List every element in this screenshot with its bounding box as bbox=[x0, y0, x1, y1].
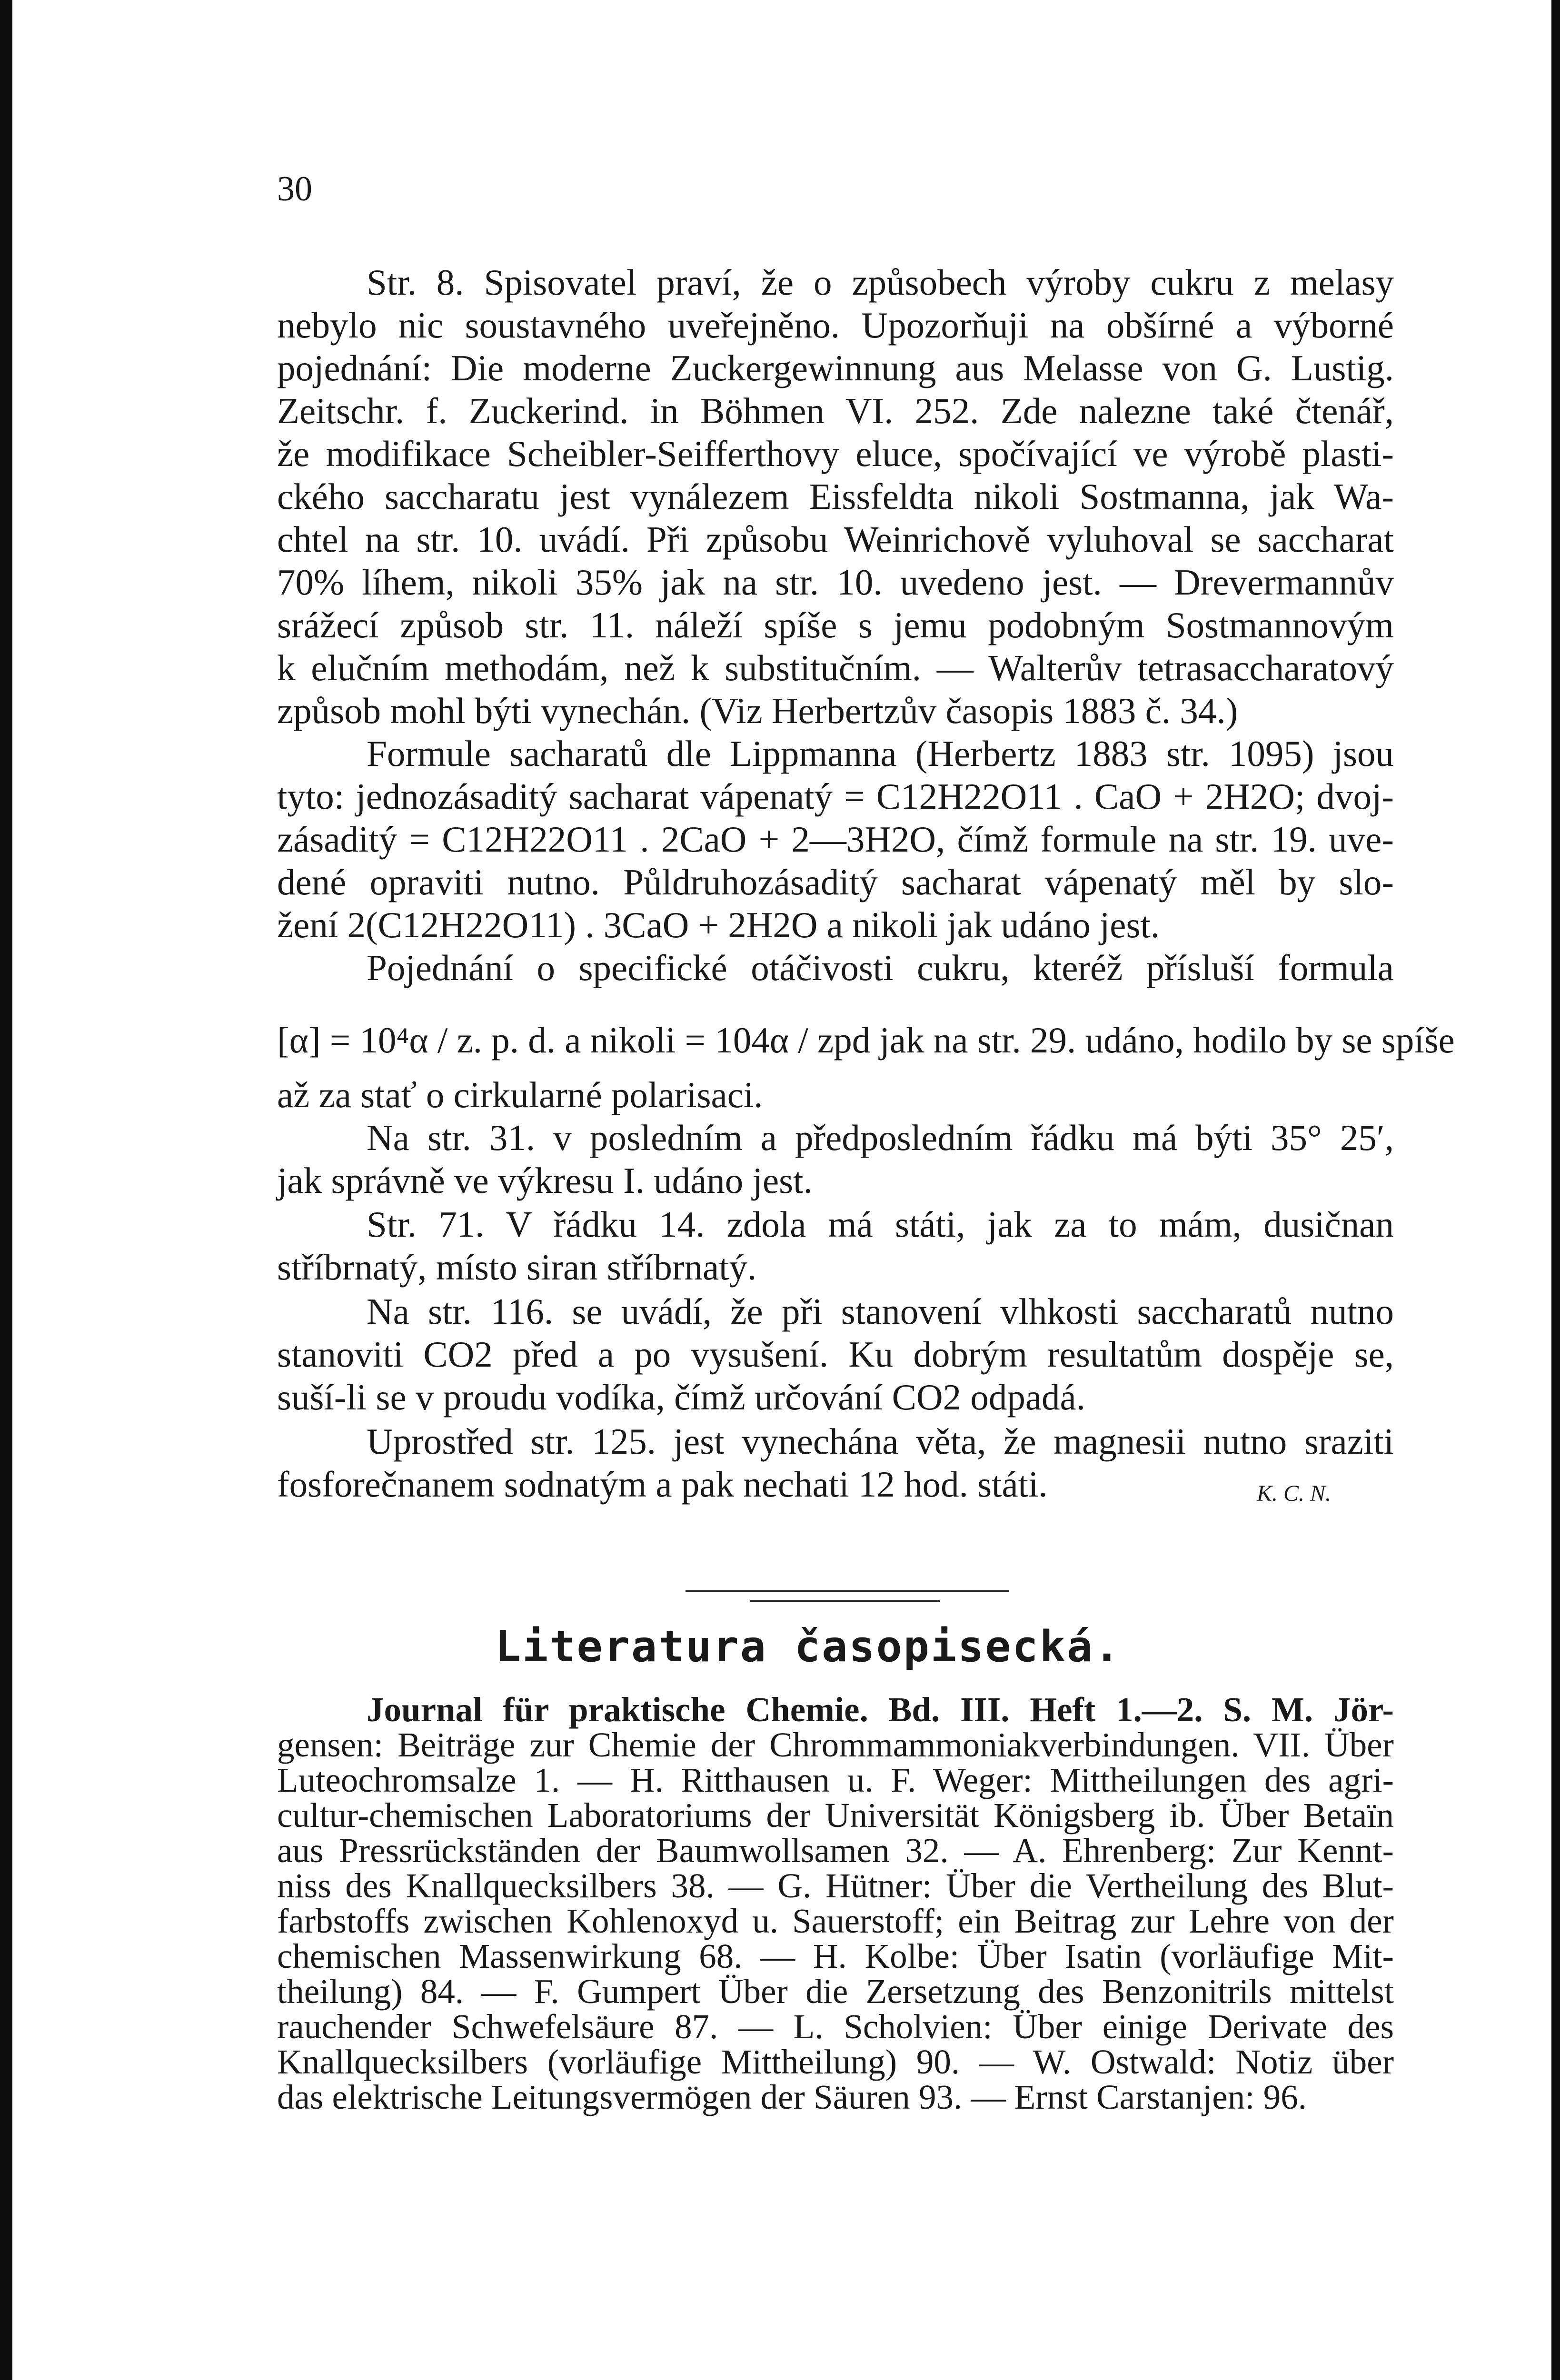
text-line: Zeitschr. f. Zuckerind. in Böhmen VI. 252. Zde nalezne také čtenář, bbox=[277, 390, 1394, 431]
text-line: Str. 71. V řádku 14. zdola má státi, jak za to mám, dusičnan bbox=[367, 1204, 1394, 1245]
text-line: tyto: jednozásaditý sacharat vápenatý = C12H22O11 . CaO + 2H2O; dvoj- bbox=[277, 776, 1394, 817]
section-heading: Literatura časopisecká. bbox=[495, 1622, 1122, 1672]
literature-line: das elektrische Leitungsvermögen der Säuren 93. — Ernst Carstanjen: 96. bbox=[277, 2078, 1307, 2116]
text-line: pojednání: Die moderne Zuckergewinnung aus Melasse von G. Lustig. bbox=[277, 347, 1394, 388]
literature-line: Journal für praktische Chemie. Bd. III. Heft 1.—2. S. M. Jör- bbox=[367, 1690, 1394, 1729]
page-number: 30 bbox=[277, 169, 312, 208]
signature-initials: K. C. N. bbox=[1257, 1481, 1331, 1506]
literature-line: gensen: Beiträge zur Chemie der Chrommammoniakverbindungen. VII. Über bbox=[277, 1726, 1394, 1764]
text-line: že modifikace Scheibler-Seifferthovy eluce, spočívající ve výrobě plasti- bbox=[277, 433, 1394, 474]
text-line: Uprostřed str. 125. jest vynechána věta, že magnesii nutno sraziti bbox=[367, 1421, 1394, 1462]
literature-line: rauchender Schwefelsäure 87. — L. Scholvien: Über einige Derivate des bbox=[277, 2007, 1394, 2046]
literature-line: farbstoffs zwischen Kohlenoxyd u. Sauerstoff; ein Beitrag zur Lehre von der bbox=[277, 1902, 1394, 1940]
text-line: chtel na str. 10. uvádí. Při způsobu Weinrichově vyluhoval se saccharat bbox=[277, 519, 1394, 560]
text-line: [α] = 10⁴α / z. p. d. a nikoli = 104α / zpd jak na str. 29. udáno, hodilo by se spíše bbox=[277, 1020, 1455, 1061]
separator-rule-bottom bbox=[750, 1600, 940, 1602]
text-line: způsob mohl býti vynechán. (Viz Herbertzův časopis 1883 č. 34.) bbox=[277, 690, 1238, 731]
literature-line: aus Pressrückständen der Baumwollsamen 32. — A. Ehrenberg: Zur Kennt- bbox=[277, 1831, 1394, 1870]
text-line: nebylo nic soustavného uveřejněno. Upozorňuji na obšírné a výborné bbox=[277, 305, 1394, 346]
literature-line: cultur-chemischen Laboratoriums der Universität Königsberg ib. Über Betaïn bbox=[277, 1796, 1394, 1835]
text-line: k elučním methodám, než k substitučním. — Walterův tetrasaccharatový bbox=[277, 647, 1394, 688]
text-line: jak správně ve výkresu I. udáno jest. bbox=[277, 1160, 813, 1201]
text-line: 70% líhem, nikoli 35% jak na str. 10. uvedeno jest. — Drevermannův bbox=[277, 562, 1394, 603]
text-line: Na str. 31. v posledním a předposledním řádku má býti 35° 25′, bbox=[367, 1117, 1394, 1158]
text-line: dené opraviti nutno. Půldruhozásaditý sacharat vápenatý měl by slo- bbox=[277, 862, 1394, 902]
text-line: suší-li se v proudu vodíka, čímž určování CO2 odpadá. bbox=[277, 1377, 1085, 1418]
literature-line: theilung) 84. — F. Gumpert Über die Zersetzung des Benzonitrils mittelst bbox=[277, 1972, 1394, 2011]
separator-rule-top bbox=[686, 1590, 1009, 1592]
text-line: Na str. 116. se uvádí, že při stanovení vlhkosti saccharatů nutno bbox=[367, 1291, 1394, 1332]
text-line: stříbrnatý, místo siran stříbrnatý. bbox=[277, 1247, 757, 1288]
text-line: až za stať o cirkularné polarisaci. bbox=[277, 1074, 763, 1115]
text-line: žení 2(C12H22O11) . 3CaO + 2H2O a nikoli jak udáno jest. bbox=[277, 904, 1160, 945]
text-line: ckého saccharatu jest vynálezem Eissfeldta nikoli Sostmanna, jak Wa- bbox=[277, 476, 1394, 517]
text-line: Str. 8. Spisovatel praví, že o způsobech výroby cukru z melasy bbox=[367, 262, 1394, 303]
text-line: srážecí způsob str. 11. náleží spíše s jemu podobným Sostmannovým bbox=[277, 605, 1394, 645]
text-line: Formule sacharatů dle Lippmanna (Herbertz 1883 str. 1095) jsou bbox=[367, 733, 1394, 774]
literature-line: chemischen Massenwirkung 68. — H. Kolbe: Über Isatin (vorläufige Mit- bbox=[277, 1937, 1394, 1975]
literature-line: Knallquecksilbers (vorläufige Mittheilung) 90. — W. Ostwald: Notiz über bbox=[277, 2043, 1394, 2081]
text-line: zásaditý = C12H22O11 . 2CaO + 2—3H2O, čímž formule na str. 19. uve- bbox=[277, 819, 1394, 860]
text-line: Pojednání o specifické otáčivosti cukru, kteréž přísluší formula bbox=[367, 947, 1394, 988]
text-line: stanoviti CO2 před a po vysušení. Ku dobrým resultatům dospěje se, bbox=[277, 1334, 1394, 1375]
literature-line: Luteochromsalze 1. — H. Ritthausen u. F. Weger: Mittheilungen des agri- bbox=[277, 1761, 1394, 1799]
text-line: fosforečnanem sodnatým a pak nechati 12 hod. státi. bbox=[277, 1464, 1048, 1505]
literature-line: niss des Knallquecksilbers 38. — G. Hütner: Über die Vertheilung des Blut- bbox=[277, 1866, 1394, 1905]
